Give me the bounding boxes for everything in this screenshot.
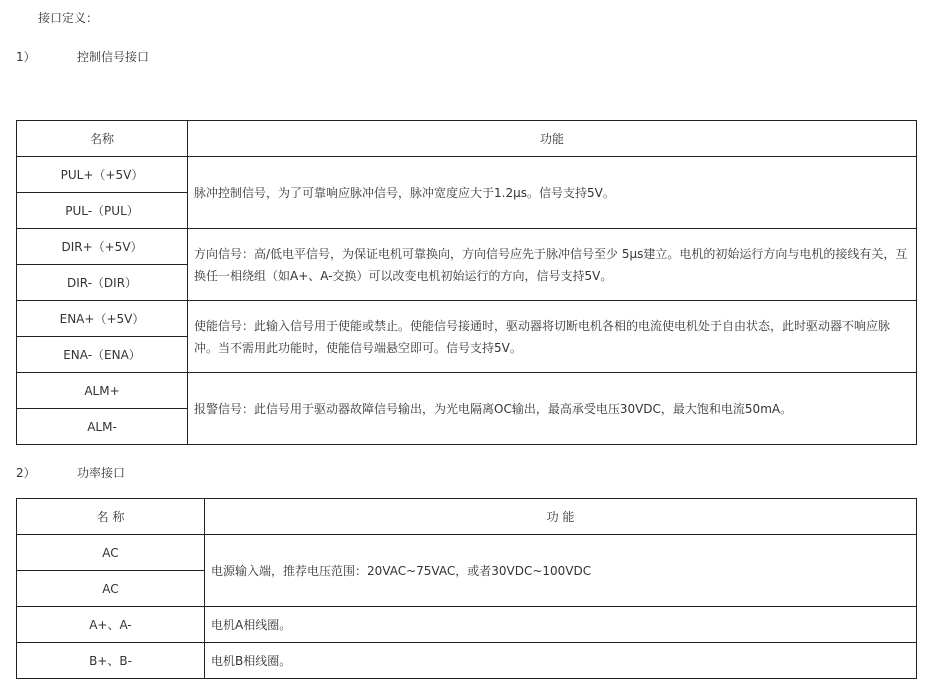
- section2-title: 功率接口: [77, 466, 126, 480]
- signal-name-pul-minus: PUL-（PUL）: [17, 193, 188, 229]
- signal-name-alm-minus: ALM-: [17, 409, 188, 445]
- section1-number: 1）: [16, 50, 36, 64]
- header-function: 功能: [188, 121, 917, 157]
- signal-name-pul-plus: PUL+（+5V）: [17, 157, 188, 193]
- signal-name-ena-plus: ENA+（+5V）: [17, 301, 188, 337]
- power-name-ac-1: AC: [17, 535, 205, 571]
- signal-name-alm-plus: ALM+: [17, 373, 188, 409]
- interface-definition-heading: 接口定义：: [38, 11, 99, 25]
- signal-function-pul: 脉冲控制信号，为了可靠响应脉冲信号，脉冲宽度应大于1.2μs。信号支持5V。: [188, 157, 917, 229]
- section2-number: 2）: [16, 466, 36, 480]
- table-row: [17, 535, 917, 571]
- header-function: 功 能: [205, 499, 917, 535]
- section1-title: 控制信号接口: [77, 50, 150, 64]
- header-name: 名 称: [17, 499, 205, 535]
- signal-function-ena: 使能信号：此输入信号用于使能或禁止。使能信号接通时，驱动器将切断电机各相的电流使电机处于自由状态，此时驱动器不响应脉冲。当不需用此功能时，使能信号端悬空即可。信号支持5V。: [188, 301, 917, 373]
- signal-name-ena-minus: ENA-（ENA）: [17, 337, 188, 373]
- power-name-ac-2: AC: [17, 571, 205, 607]
- power-name-b-phase: B+、B-: [17, 643, 205, 679]
- power-function-b-phase: 电机B相线圈。: [205, 643, 917, 679]
- table-row: [17, 301, 917, 337]
- signal-name-dir-plus: DIR+（+5V）: [17, 229, 188, 265]
- table-row: [17, 607, 917, 643]
- power-function-a-phase: 电机A相线圈。: [205, 607, 917, 643]
- power-interface-table: [16, 498, 917, 679]
- table-row: [17, 229, 917, 265]
- header-name: 名称: [17, 121, 188, 157]
- power-name-a-phase: A+、A-: [17, 607, 205, 643]
- control-signal-table: [16, 120, 917, 445]
- table-row: [17, 643, 917, 679]
- power-function-ac: 电源输入端，推荐电压范围：20VAC~75VAC，或者30VDC~100VDC: [205, 535, 917, 607]
- table-row: [17, 157, 917, 193]
- table-row: [17, 373, 917, 409]
- table-header-row: [17, 121, 917, 157]
- table-header-row: [17, 499, 917, 535]
- signal-function-alm: 报警信号：此信号用于驱动器故障信号输出，为光电隔离OC输出，最高承受电压30VDC，最大饱和电流50mA。: [188, 373, 917, 445]
- signal-name-dir-minus: DIR-（DIR）: [17, 265, 188, 301]
- signal-function-dir: 方向信号：高/低电平信号，为保证电机可靠换向，方向信号应先于脉冲信号至少 5μs建立。电机的初始运行方向与电机的接线有关，互换任一相绕组（如A+、A-交换）可以改变电机初始运行的方向，信号支持5V。: [188, 229, 917, 301]
